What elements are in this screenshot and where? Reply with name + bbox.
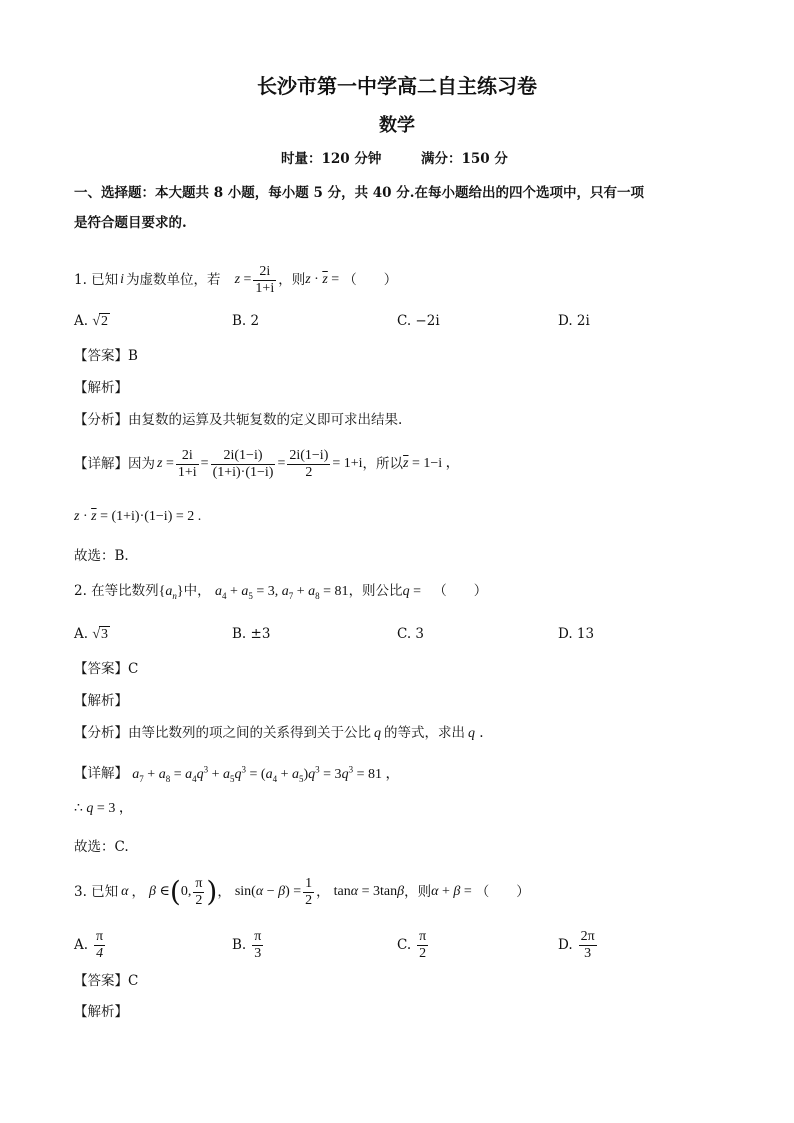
q1-analysis: 【分析】由复数的运算及共轭复数的定义即可求出结果.	[74, 412, 403, 428]
q3-option-b: B. $\frac{\pi}{3}$	[232, 928, 262, 961]
exam-score: 满分：150 分	[421, 151, 508, 167]
q1-option-b: B. 2	[232, 313, 260, 329]
q2-analysis: 【分析】由等比数列的项之间的关系得到关于公比 q 的等式，求出 q .	[74, 725, 484, 741]
q3-option-d: D. $\frac{2\pi}{3}$	[558, 928, 595, 961]
q2-detail-cont: ∴ q = 3 ，	[74, 801, 133, 816]
q3-answer: 【答案】C	[74, 973, 139, 989]
q1-jiexi: 【解析】	[74, 380, 128, 396]
q2-option-d: D. 13	[558, 626, 595, 642]
q3-option-a: A. $\frac{\pi}{4}$	[74, 928, 104, 961]
q2-detail: 【详解】 $a_7 + a_8 = a_4q^3 + a_5q^3 = (a_4 + a_5)q^3 = 3q^3 = 81$ ，	[74, 764, 400, 784]
q3-jiexi: 【解析】	[74, 1004, 128, 1020]
q1-detail-cont: $z \cdot \overline{z} = (1+i)\cdot(1-i) = 2$ .	[74, 509, 202, 524]
q1-option-d: D. 2i	[558, 313, 590, 329]
q3-option-c: C. $\frac{\pi}{2}$	[397, 928, 427, 961]
question-3-stem: 3. 已知 α ， β ∈ ( 0, $\frac{\pi}{2}$ ) ， sin(α − β) = $\frac{1}{2}$ ， tanα = 3tanβ ，则 α + β = （ ）	[74, 875, 530, 908]
q2-answer: 【答案】C	[74, 661, 139, 677]
subject-title: 数学	[379, 115, 415, 136]
q2-conclusion: 故选：C.	[74, 839, 129, 855]
q2-option-b: B. ±3	[232, 626, 271, 642]
section-instructions-cont: 是符合题目要求的.	[74, 215, 187, 231]
q2-option-a: A. √3	[74, 626, 109, 642]
q1-answer: 【答案】B	[74, 348, 138, 364]
q1-option-c: C. −2i	[397, 313, 440, 329]
exam-time: 时量：120 分钟	[281, 151, 382, 167]
q2-jiexi: 【解析】	[74, 693, 128, 709]
question-2-stem: 2. 在等比数列$\{a_n\}$中， $a_4 + a_5 = 3$, $a_7 + a_8 = 81$，则公比q = （ ）	[74, 583, 488, 601]
q1-option-a: A. √2	[74, 313, 109, 329]
q1-detail: 【详解】因为 z = $\frac{2i}{1+i}$ = $\frac{2i(1-i)}{(1+i)\cdot(1-i)}$ = $\frac{2i(1-i)}{2}$ = 1+i ，所以 $\overline{z} = 1-i$ ，	[74, 447, 460, 480]
q2-option-c: C. 3	[397, 626, 425, 642]
paper-title: 长沙市第一中学高二自主练习卷	[257, 74, 537, 98]
section-instructions: 一、选择题：本大题共 8 小题，每小题 5 分，共 40 分.在每小题给出的四个选项中，只有一项	[74, 185, 644, 201]
question-1-stem: 1. 已知 i 为虚数单位，若 z = $\frac{2i}{1+i}$ ，则 $z \cdot \overline{z}$ = （ ）	[74, 263, 398, 296]
q1-conclusion: 故选：B.	[74, 548, 129, 564]
